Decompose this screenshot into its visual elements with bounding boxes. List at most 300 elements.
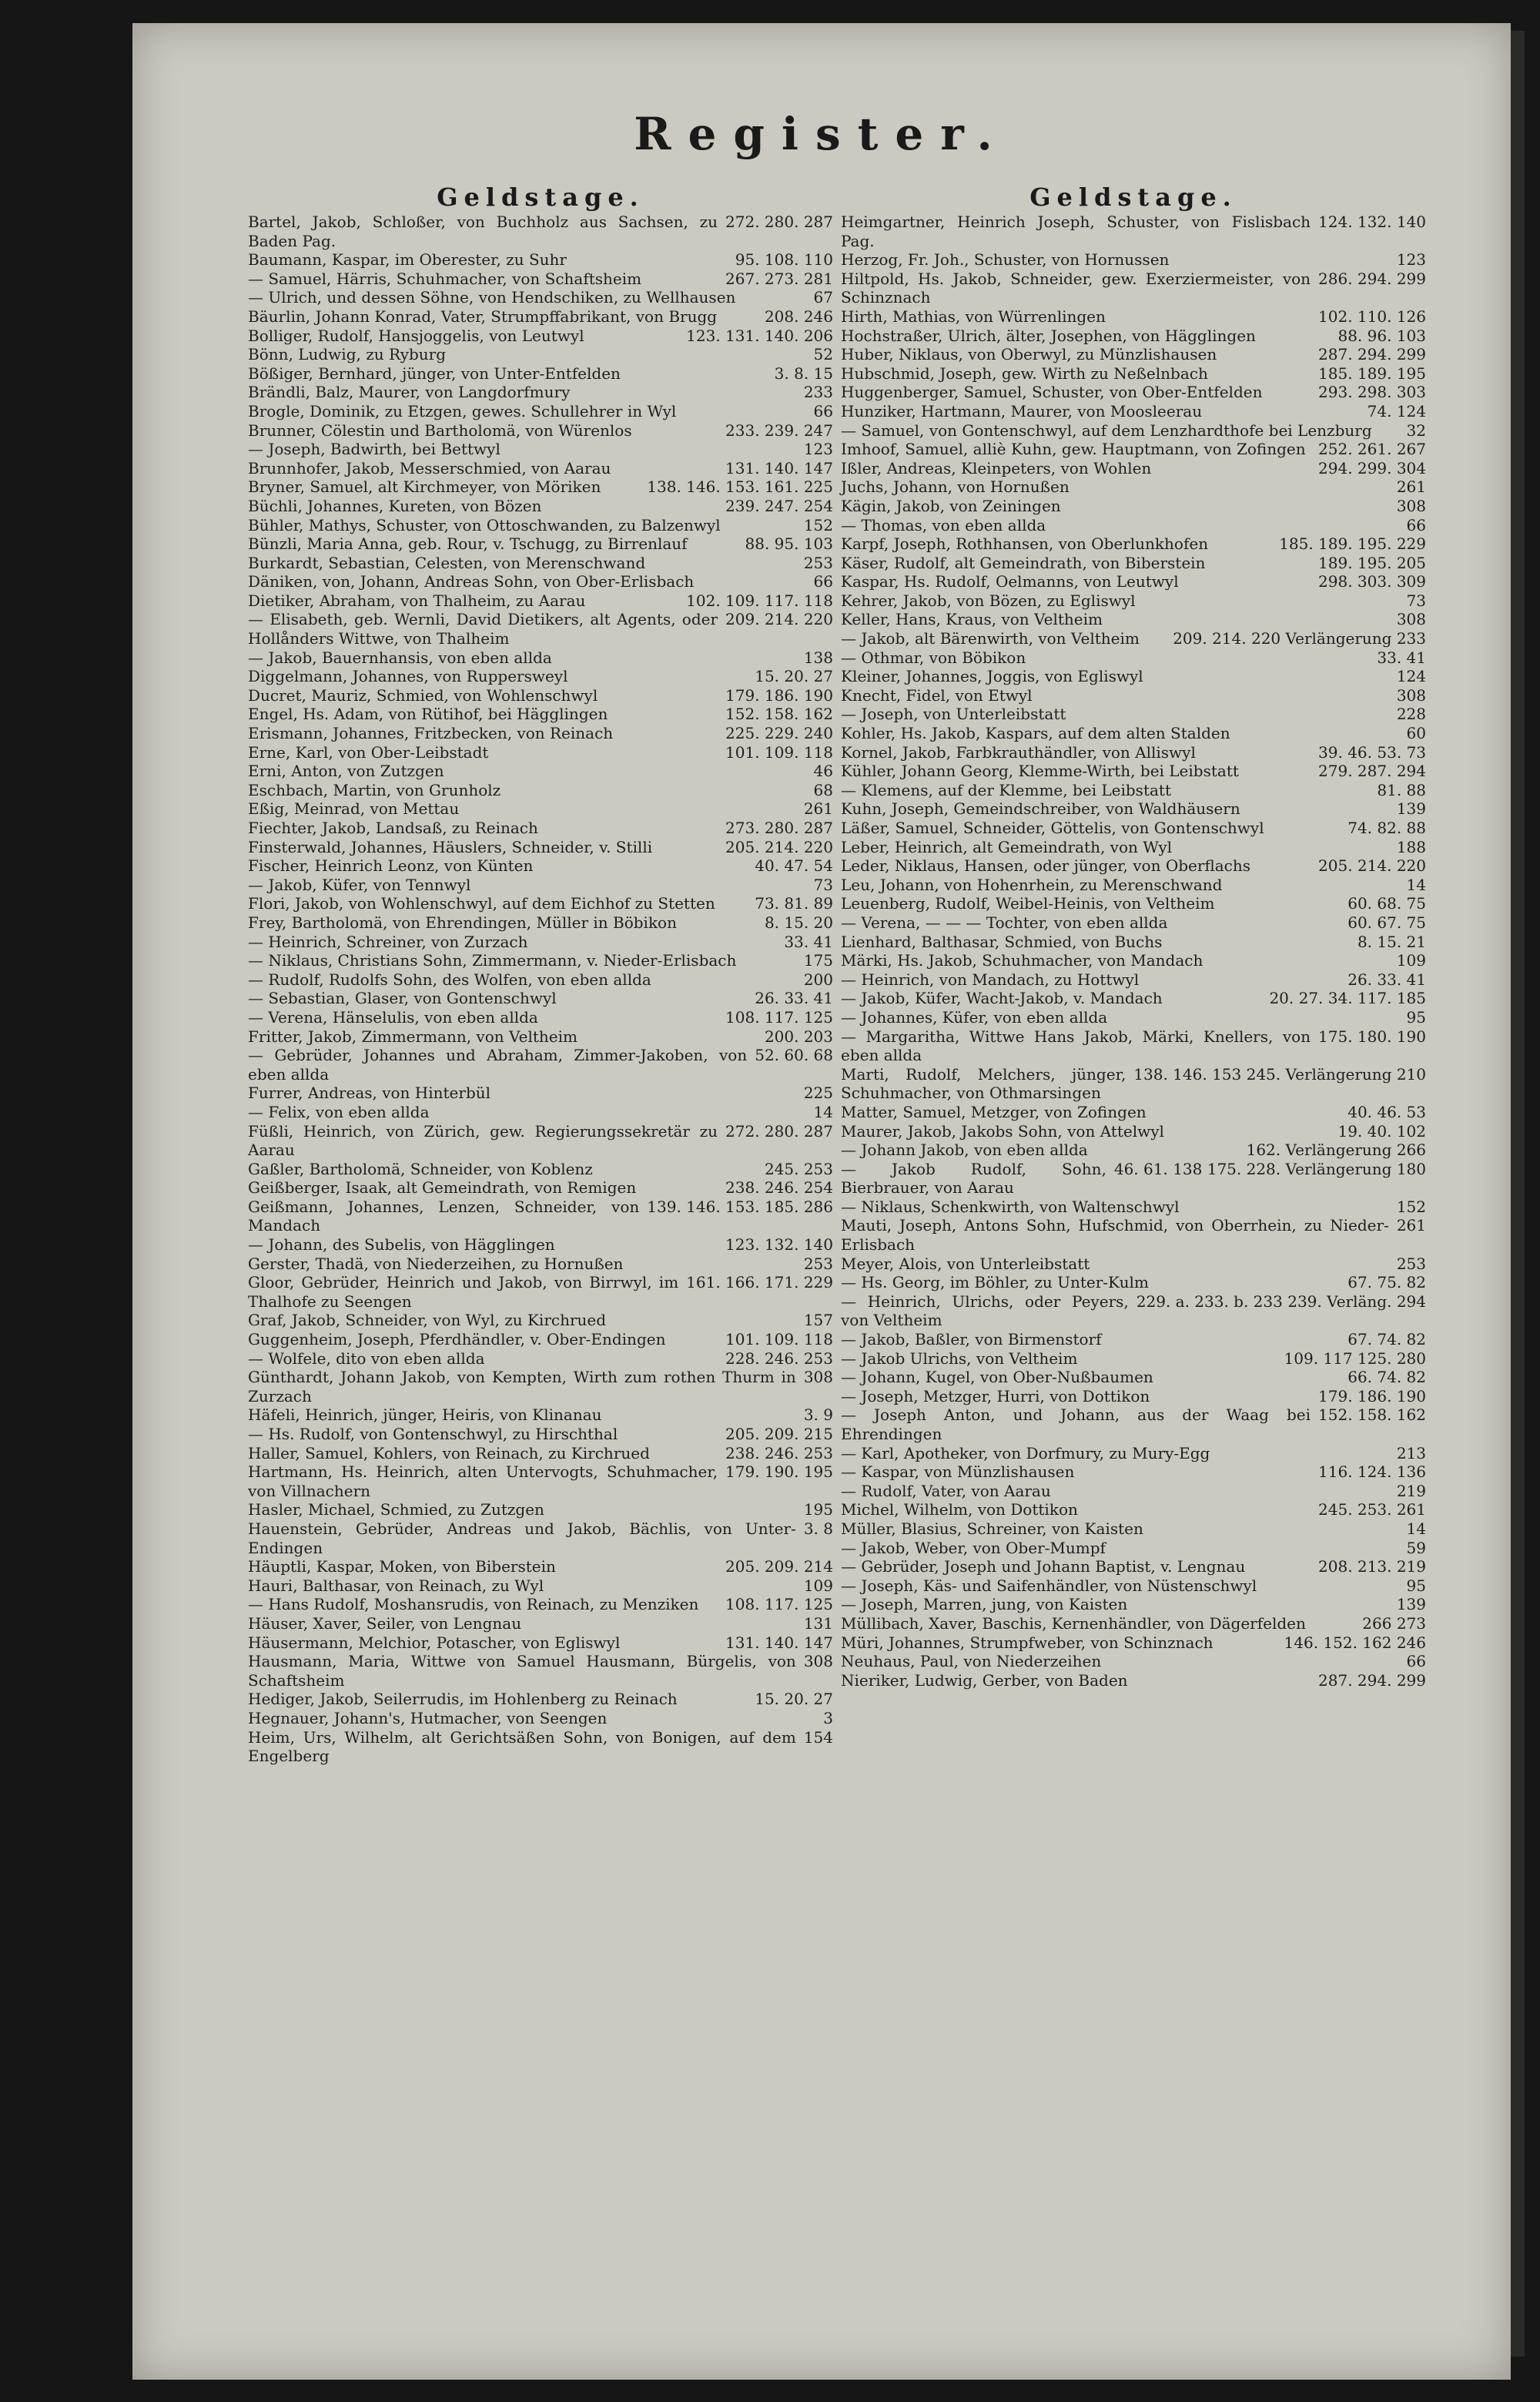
entry-name-text: — Joseph, Badwirth, bei Bettwyl (248, 440, 500, 459)
entry-name-text: Furrer, Andreas, von Hinterbül (248, 1084, 491, 1103)
register-entry (248, 327, 833, 346)
entry-page-numbers: 208. 213. 219 (1318, 1557, 1426, 1576)
register-entry (248, 1103, 833, 1122)
entry-page-numbers: 15. 20. 27 (755, 667, 833, 686)
register-entry (841, 1103, 1426, 1122)
register-entry (841, 250, 1426, 270)
entry-page-numbers: 152 (803, 515, 833, 534)
entry-page-numbers: 286. 294. 299 (1318, 269, 1426, 288)
register-entry (841, 724, 1426, 743)
register-entry (841, 421, 1426, 441)
entry-page-numbers: 261 (803, 799, 833, 819)
entry-name-text: Dietiker, Abraham, von Thalheim, zu Aarau (248, 591, 586, 610)
entry-name-text: — Jakob, Bauernhansis, von eben allda (248, 648, 552, 667)
register-entry (248, 762, 833, 781)
entry-page-numbers: 261 (1396, 477, 1426, 497)
register-entry (841, 364, 1426, 384)
entry-name-text: — Joseph Anton, und Johann, aus der Waag bei Ehrendingen (841, 1405, 1311, 1443)
register-entry (841, 270, 1426, 307)
entry-name-text: Käser, Rudolf, alt Gemeindrath, von Biberstein (841, 553, 1206, 572)
register-entry (248, 572, 833, 591)
entry-name-text: Mauti, Joseph, Antons Sohn, Hufschmid, von Oberrhein, zu Nieder-Erlisbach (841, 1216, 1389, 1255)
entry-name-text: Brogle, Dominik, zu Etzgen, gewes. Schullehrer in Wyl (248, 401, 677, 420)
entry-name-text: Matter, Samuel, Metzger, von Zofingen (841, 1102, 1147, 1121)
entry-name-text: Eßig, Meinrad, von Mettau (248, 799, 460, 819)
entry-page-numbers: 40. 47. 54 (755, 856, 833, 876)
register-entry (841, 856, 1426, 876)
register-entry (841, 762, 1426, 781)
register-entry (248, 876, 833, 895)
entry-page-numbers: 209. 214. 220 (725, 610, 833, 629)
register-entry (841, 497, 1426, 516)
entry-name-text: — Elisabeth, geb. Wernli, David Dietikers, alt Agents, oder Hollånders Wittwe, von Thalheim (248, 610, 718, 648)
register-entry (248, 497, 833, 516)
register-entry (841, 1255, 1426, 1274)
register-entry (841, 554, 1426, 573)
entry-name-text: Bartel, Jakob, Schloßer, von Buchholz aus Sachsen, zu Baden Pag. (248, 213, 718, 250)
entry-page-numbers: 124. 132. 140 (1318, 213, 1426, 231)
register-entry (841, 440, 1426, 459)
entry-name-text: — Ulrich, und dessen Söhne, von Hendschiken, zu Wellhausen (248, 288, 736, 307)
entry-page-numbers: 14 (1406, 875, 1426, 894)
entry-name-text: — Kaspar, von Münzlishausen (841, 1462, 1075, 1482)
entry-name-text: Marti, Rudolf, Melchers, jünger, Schuhmacher, von Othmarsingen (841, 1064, 1127, 1103)
entry-name-text: Kehrer, Jakob, von Bözen, zu Egliswyl (841, 591, 1136, 610)
entry-page-numbers: 68 (813, 780, 833, 799)
register-entry (248, 951, 833, 970)
entry-name-text: — Rudolf, Vater, von Aarau (841, 1481, 1051, 1500)
entry-name-text: Brändli, Balz, Maurer, von Langdorfmury (248, 383, 571, 402)
register-entry (248, 1519, 833, 1557)
entry-name-text: — Johann, Kugel, von Ober-Nußbaumen (841, 1368, 1153, 1387)
entry-name-text: Frey, Bartholomä, von Ehrendingen, Müller in Böbikon (248, 913, 677, 932)
entry-name-text: — Niklaus, Christians Sohn, Zimmermann, v. Nieder-Erlisbach (248, 951, 737, 970)
register-entry (248, 1008, 833, 1027)
entry-name-text: — Felix, von eben allda (248, 1102, 430, 1121)
entry-page-numbers: 205. 209. 215 (725, 1425, 833, 1443)
register-entry (841, 383, 1426, 402)
entry-name-text: Häuser, Xaver, Seiler, von Lengnau (248, 1613, 522, 1633)
entry-page-numbers: 123. 131. 140. 206 (686, 326, 833, 345)
entry-page-numbers: 138. 146. 153. 161. 225 (647, 477, 833, 497)
entry-page-numbers: 161. 166. 171. 229 (686, 1273, 833, 1292)
entry-page-numbers: 59 (1406, 1538, 1426, 1557)
register-entry (248, 819, 833, 838)
entry-name-text: — Sebastian, Glaser, von Gontenschwyl (248, 989, 557, 1008)
entry-page-numbers: 253 (803, 1254, 833, 1273)
entry-name-text: Flori, Jakob, von Wohlenschwyl, auf dem Eichhof zu Stetten (248, 894, 715, 913)
entry-name-text: Hegnauer, Johann's, Hutmacher, von Seengen (248, 1708, 608, 1727)
entry-page-numbers: 209. 214. 220 Verlängerung 233 (1173, 629, 1426, 648)
entry-page-numbers: 139. 146. 153. 185. 286 (647, 1197, 833, 1216)
entry-name-text: Kornel, Jakob, Farbkrauthändler, von Alliswyl (841, 742, 1196, 762)
entry-page-numbers: 46. 61. 138 175. 228. Verlängerung 180 (1113, 1159, 1426, 1178)
register-entry (248, 781, 833, 800)
entry-name-text: — Jakob, Baßler, von Birmenstorf (841, 1330, 1102, 1349)
entry-name-text: Huggenberger, Samuel, Schuster, von Ober-Entfelden (841, 383, 1263, 402)
entry-name-text: Bryner, Samuel, alt Kirchmeyer, von Möriken (248, 477, 601, 497)
entry-page-numbers: 88. 96. 103 (1337, 326, 1426, 345)
entry-name-text: — Othmar, von Böbikon (841, 648, 1026, 667)
register-entry (841, 970, 1426, 990)
entry-page-numbers: 123 (1396, 250, 1426, 270)
entry-page-numbers: 308 (1396, 685, 1426, 705)
register-entry (841, 1405, 1426, 1443)
register-entry (248, 894, 833, 913)
register-entry (841, 1160, 1426, 1198)
entry-page-numbers: 225. 229. 240 (725, 724, 833, 743)
entry-name-text: Hasler, Michael, Schmied, zu Zutzgen (248, 1500, 544, 1519)
entry-page-numbers: 14 (813, 1102, 833, 1121)
entry-page-numbers: 32 (1406, 420, 1426, 440)
register-entry (841, 1141, 1426, 1160)
entry-name-text: Erne, Karl, von Ober-Leibstadt (248, 742, 489, 762)
entry-name-text: Heim, Urs, Wilhelm, alt Gerichtsäßen Sohn, von Bonigen, auf dem Engelberg (248, 1727, 796, 1766)
register-entry (841, 1027, 1426, 1065)
entry-page-numbers: 8. 15. 20 (764, 913, 833, 932)
entry-name-text: Kühler, Johann Georg, Klemme-Wirth, bei Leibstatt (841, 762, 1239, 781)
entry-page-numbers: 252. 261. 267 (1318, 440, 1426, 459)
entry-page-numbers: 67. 75. 82 (1348, 1273, 1426, 1292)
register-entry (248, 1122, 833, 1160)
entry-name-text: — Samuel, Härris, Schuhmacher, von Schaftsheim (248, 269, 642, 288)
left-column-entries (248, 213, 833, 1766)
entry-name-text: — Margaritha, Wittwe Hans Jakob, Märki, Knellers, von eben allda (841, 1027, 1311, 1065)
entry-page-numbers: 205. 214. 220 (725, 837, 833, 856)
entry-page-numbers: 123 (803, 440, 833, 459)
entry-name-text: — Wolfele, dito von eben allda (248, 1348, 485, 1368)
entry-name-text: Füßli, Heinrich, von Zürich, gew. Regierungssekretär zu Aarau (248, 1121, 718, 1160)
entry-name-text: — Joseph, Marren, jung, von Kaisten (841, 1595, 1128, 1614)
entry-name-text: Lienhard, Balthasar, Schmied, von Buchs (841, 932, 1163, 951)
register-entry (248, 1576, 833, 1596)
register-entry (841, 516, 1426, 535)
entry-name-text: Hartmann, Hs. Heinrich, alten Untervogts, Schuhmacher, von Villnachern (248, 1462, 718, 1500)
register-entry (248, 402, 833, 421)
entry-page-numbers: 157 (803, 1311, 833, 1330)
register-entry (248, 1330, 833, 1349)
entry-page-numbers: 225 (803, 1084, 833, 1103)
register-entry (841, 1122, 1426, 1141)
register-entry (248, 1027, 833, 1047)
entry-name-text: Müri, Johannes, Strumpfweber, von Schinznach (841, 1633, 1214, 1652)
register-entry (841, 1671, 1426, 1690)
entry-name-text: Maurer, Jakob, Jakobs Sohn, von Attelwyl (841, 1121, 1164, 1141)
entry-name-text: Hunziker, Hartmann, Maurer, von Moosleerau (841, 401, 1203, 420)
entry-page-numbers: 52 (813, 345, 833, 364)
register-entry (248, 989, 833, 1008)
entry-name-text: Gaßler, Bartholomä, Schneider, von Koblenz (248, 1159, 593, 1178)
left-column (248, 182, 833, 1766)
register-entry (841, 1008, 1426, 1027)
entry-page-numbers: 66 (1406, 1652, 1426, 1671)
entry-name-text: Imhoof, Samuel, alliè Kuhn, gew. Hauptmann, von Zofingen (841, 440, 1306, 459)
entry-name-text: Meyer, Alois, von Unterleibstatt (841, 1254, 1090, 1273)
entry-page-numbers: 109. 117 125. 280 (1284, 1348, 1426, 1368)
entry-page-numbers: 253 (1396, 1254, 1426, 1273)
register-entry (841, 1576, 1426, 1596)
entry-name-text: Gerster, Thadä, von Niederzeihen, zu Hornußen (248, 1254, 624, 1273)
entry-page-numbers: 131. 140. 147 (725, 458, 833, 477)
entry-page-numbers: 238. 246. 254 (725, 1178, 833, 1198)
register-entry (248, 1425, 833, 1444)
entry-page-numbers: 188 (1396, 837, 1426, 856)
register-entry (248, 1690, 833, 1709)
register-entry (841, 1387, 1426, 1406)
entry-page-numbers: 139 (1396, 1595, 1426, 1614)
entry-page-numbers: 298. 303. 309 (1318, 572, 1426, 591)
entry-page-numbers: 74. 82. 88 (1348, 819, 1426, 837)
entry-name-text: Knecht, Fidel, von Etwyl (841, 685, 1033, 705)
register-entry (841, 1519, 1426, 1539)
entry-name-text: Baumann, Kaspar, im Oberester, zu Suhr (248, 250, 567, 270)
entry-name-text: Fischer, Heinrich Leonz, von Künten (248, 856, 534, 876)
entry-page-numbers: 245. 253. 261 (1318, 1500, 1426, 1519)
entry-name-text: Kuhn, Joseph, Gemeindschreiber, von Waldhäusern (841, 799, 1240, 819)
entry-page-numbers: 233 (803, 383, 833, 402)
entry-page-numbers: 95 (1406, 1007, 1426, 1027)
right-column-heading: Geldstage. (1029, 183, 1237, 212)
entry-name-text: Michel, Wilhelm, von Dottikon (841, 1500, 1078, 1519)
right-column (841, 182, 1426, 1690)
entry-name-text: Brunner, Cölestin und Bartholomä, von Würenlos (248, 420, 632, 440)
entry-name-text: Diggelmann, Johannes, von Ruppersweyl (248, 667, 568, 686)
entry-page-numbers: 179. 186. 190 (1318, 1386, 1426, 1405)
entry-page-numbers: 152 (1396, 1197, 1426, 1216)
entry-page-numbers: 109 (1396, 951, 1426, 970)
register-entry (248, 1046, 833, 1084)
entry-name-text: Karpf, Joseph, Rothhansen, von Oberlunkhofen (841, 534, 1209, 554)
register-entry (248, 856, 833, 876)
register-entry (841, 1349, 1426, 1369)
entry-page-numbers: 308 (803, 1368, 833, 1387)
register-entry (841, 591, 1426, 611)
register-entry (248, 1235, 833, 1255)
entry-page-numbers: 205. 214. 220 (1318, 856, 1426, 876)
entry-page-numbers: 138 (803, 648, 833, 667)
entry-page-numbers: 287. 294. 299 (1318, 1670, 1426, 1690)
register-entry (841, 213, 1426, 250)
register-entry (248, 1368, 833, 1405)
entry-name-text: — Jakob Ulrichs, von Veltheim (841, 1348, 1078, 1368)
register-entry (841, 686, 1426, 705)
register-entry (248, 1462, 833, 1500)
entry-page-numbers: 195 (803, 1500, 833, 1519)
register-entry (248, 270, 833, 289)
register-entry (248, 1595, 833, 1614)
page-title: Register. (634, 108, 1009, 160)
entry-name-text: — Gebrüder, Johannes und Abraham, Zimmer-Jakoben, von eben allda (248, 1046, 748, 1084)
register-entry (248, 970, 833, 990)
register-entry (841, 1216, 1426, 1254)
register-entry (841, 327, 1426, 346)
register-entry (248, 686, 833, 705)
entry-page-numbers: 308 (1396, 496, 1426, 515)
entry-name-text: — Joseph, von Unterleibstatt (841, 705, 1066, 724)
entry-name-text: Graf, Jakob, Schneider, von Wyl, zu Kirchrued (248, 1311, 607, 1330)
entry-name-text: — Heinrich, von Mandach, zu Hottwyl (841, 970, 1140, 989)
entry-page-numbers: 46 (813, 762, 833, 781)
entry-name-text: — Hs. Rudolf, von Gontenschwyl, zu Hirschthal (248, 1425, 618, 1443)
entry-name-text: — Heinrich, Schreiner, von Zurzach (248, 932, 528, 951)
entry-name-text: Müllibach, Xaver, Baschis, Kernenhändler, von Dägerfelden (841, 1613, 1306, 1633)
register-entry (248, 1084, 833, 1103)
register-entry (248, 799, 833, 819)
entry-name-text: Brunnhofer, Jakob, Messerschmied, von Aarau (248, 458, 611, 477)
entry-page-numbers: 52. 60. 68 (755, 1046, 833, 1065)
entry-name-text: — Johannes, Küfer, von eben allda (841, 1007, 1108, 1027)
register-entry (248, 213, 833, 250)
entry-name-text: Hiltpold, Hs. Jakob, Schneider, gew. Exerziermeister, von Schinznach (841, 269, 1311, 307)
entry-page-numbers: 66 (813, 401, 833, 420)
register-entry (841, 1595, 1426, 1614)
entry-name-text: — Joseph, Käs- und Saifenhändler, von Nüstenschwyl (841, 1576, 1257, 1595)
register-entry (248, 913, 833, 933)
entry-name-text: — Johann, des Subelis, von Hägglingen (248, 1235, 555, 1255)
register-entry (841, 1557, 1426, 1576)
entry-name-text: Herzog, Fr. Joh., Schuster, von Hornussen (841, 250, 1170, 270)
register-entry (248, 307, 833, 327)
entry-page-numbers: 39. 46. 53. 73 (1318, 742, 1426, 762)
right-column-entries (841, 213, 1426, 1690)
entry-page-numbers: 253 (803, 553, 833, 572)
entry-name-text: Huber, Niklaus, von Oberwyl, zu Münzlishausen (841, 345, 1217, 364)
register-entry (841, 402, 1426, 421)
register-entry (841, 1065, 1426, 1103)
entry-page-numbers: 101. 109. 118 (725, 1330, 833, 1349)
register-entry (841, 1500, 1426, 1519)
entry-page-numbers: 175. 180. 190 (1318, 1027, 1426, 1046)
register-entry (248, 933, 833, 952)
entry-name-text: Kleiner, Johannes, Joggis, von Egliswyl (841, 667, 1143, 686)
entry-page-numbers: 124 (1396, 667, 1426, 686)
register-entry (248, 345, 833, 364)
entry-page-numbers: 95 (1406, 1576, 1426, 1595)
register-entry (248, 1728, 833, 1766)
entry-page-numbers: 208. 246 (764, 307, 833, 326)
entry-page-numbers: 66 (813, 572, 833, 591)
entry-page-numbers: 273. 280. 287 (725, 819, 833, 837)
entry-name-text: Neuhaus, Paul, von Niederzeihen (841, 1652, 1102, 1671)
register-entry (248, 1614, 833, 1633)
register-entry (841, 799, 1426, 819)
entry-name-text: Fiechter, Jakob, Landsaß, zu Reinach (248, 819, 538, 837)
register-entry (841, 1539, 1426, 1558)
register-entry (248, 1633, 833, 1653)
entry-page-numbers: 8. 15. 21 (1357, 932, 1426, 951)
entry-name-text: Geißberger, Isaak, alt Gemeindrath, von Remigen (248, 1178, 637, 1198)
entry-page-numbers: 228 (1396, 705, 1426, 724)
entry-page-numbers: 266 273 (1362, 1613, 1426, 1633)
entry-page-numbers: 175 (803, 951, 833, 970)
register-entry (841, 1368, 1426, 1387)
register-entry (841, 951, 1426, 970)
register-entry (841, 648, 1426, 668)
entry-page-numbers: 67. 74. 82 (1348, 1330, 1426, 1349)
register-entry (248, 1255, 833, 1274)
register-entry (248, 838, 833, 857)
entry-name-text: Hauenstein, Gebrüder, Andreas und Jakob, Bächlis, von Unter-Endingen (248, 1519, 796, 1557)
entry-page-numbers: 293. 298. 303 (1318, 383, 1426, 402)
entry-name-text: Häfeli, Heinrich, jünger, Heiris, von Klinanau (248, 1405, 602, 1425)
entry-name-text: Leuenberg, Rudolf, Weibel-Heinis, von Veltheim (841, 894, 1215, 913)
register-entry (248, 516, 833, 535)
register-entry (841, 781, 1426, 800)
register-entry (841, 894, 1426, 913)
entry-name-text: Bolliger, Rudolf, Hansjoggelis, von Leutwyl (248, 326, 584, 345)
entry-name-text: Leber, Heinrich, alt Gemeindrath, von Wyl (841, 837, 1173, 856)
register-entry (248, 383, 833, 402)
register-entry (841, 667, 1426, 686)
entry-page-numbers: 272. 280. 287 (725, 1121, 833, 1141)
register-entry (248, 459, 833, 478)
register-entry (841, 345, 1426, 364)
register-entry (248, 1198, 833, 1235)
entry-name-text: Finsterwald, Johannes, Häuslers, Schneider, v. Stilli (248, 837, 653, 856)
entry-name-text: — Jakob, Küfer, von Tennwyl (248, 875, 471, 894)
entry-name-text: Leu, Johann, von Hohenrhein, zu Merenschwand (841, 875, 1223, 894)
entry-name-text: Geißmann, Johannes, Lenzen, Schneider, von Mandach (248, 1197, 640, 1235)
entry-name-text: Juchs, Johann, von Hornußen (841, 477, 1070, 497)
entry-name-text: — Rudolf, Rudolfs Sohn, des Wolfen, von eben allda (248, 970, 651, 989)
register-entry (841, 307, 1426, 327)
entry-name-text: Bönn, Ludwig, zu Ryburg (248, 345, 447, 364)
register-entry (841, 1292, 1426, 1330)
entry-name-text: Erismann, Johannes, Fritzbecken, von Reinach (248, 724, 614, 743)
entry-page-numbers: 261 (1396, 1216, 1426, 1235)
register-entry (248, 1178, 833, 1198)
entry-name-text: Häuptli, Kaspar, Moken, von Biberstein (248, 1557, 556, 1576)
entry-page-numbers: 189. 195. 205 (1318, 553, 1426, 572)
entry-name-text: — Klemens, auf der Klemme, bei Leibstatt (841, 780, 1171, 799)
entry-page-numbers: 109 (803, 1576, 833, 1595)
entry-page-numbers: 179. 186. 190 (725, 685, 833, 705)
entry-name-text: — Hans Rudolf, Moshansrudis, von Reinach, zu Menziken (248, 1595, 699, 1614)
entry-page-numbers: 267. 273. 281 (725, 269, 833, 288)
entry-page-numbers: 60. 67. 75 (1348, 913, 1426, 932)
register-entry (248, 591, 833, 611)
entry-page-numbers: 123. 132. 140 (725, 1235, 833, 1255)
entry-name-text: — Jakob, alt Bärenwirth, von Veltheim (841, 629, 1140, 648)
entry-name-text: — Thomas, von eben allda (841, 515, 1046, 534)
entry-name-text: Ißler, Andreas, Kleinpeters, von Wohlen (841, 458, 1152, 477)
register-entry (841, 838, 1426, 857)
register-entry (841, 629, 1426, 648)
entry-page-numbers: 185. 189. 195. 229 (1279, 534, 1426, 554)
entry-page-numbers: 3. 8. 15 (774, 363, 833, 383)
entry-name-text: — Karl, Apotheker, von Dorfmury, zu Mury-Egg (841, 1443, 1210, 1462)
entry-page-numbers: 179. 190. 195 (725, 1462, 833, 1482)
entry-page-numbers: 152. 158. 162 (725, 705, 833, 724)
entry-page-numbers: 88. 95. 103 (745, 534, 833, 554)
entry-name-text: Büchli, Johannes, Kureten, von Bözen (248, 496, 542, 515)
register-entry (841, 876, 1426, 895)
entry-page-numbers: 245. 253 (764, 1159, 833, 1178)
register-entry (248, 724, 833, 743)
entry-page-numbers: 229. a. 233. b. 233 239. Verläng. 294 (1136, 1291, 1426, 1311)
register-entry (248, 1349, 833, 1369)
register-entry (248, 1160, 833, 1179)
entry-page-numbers: 73 (813, 875, 833, 894)
entry-name-text: Keller, Hans, Kraus, von Veltheim (841, 610, 1103, 629)
register-entry (248, 1273, 833, 1311)
entry-page-numbers: 239. 247. 254 (725, 496, 833, 515)
register-entry (248, 667, 833, 686)
register-entry (841, 705, 1426, 724)
entry-page-numbers: 131 (803, 1613, 833, 1633)
register-entry (248, 364, 833, 384)
entry-name-text: Heimgartner, Heinrich Joseph, Schuster, von Fislisbach Pag. (841, 213, 1311, 250)
